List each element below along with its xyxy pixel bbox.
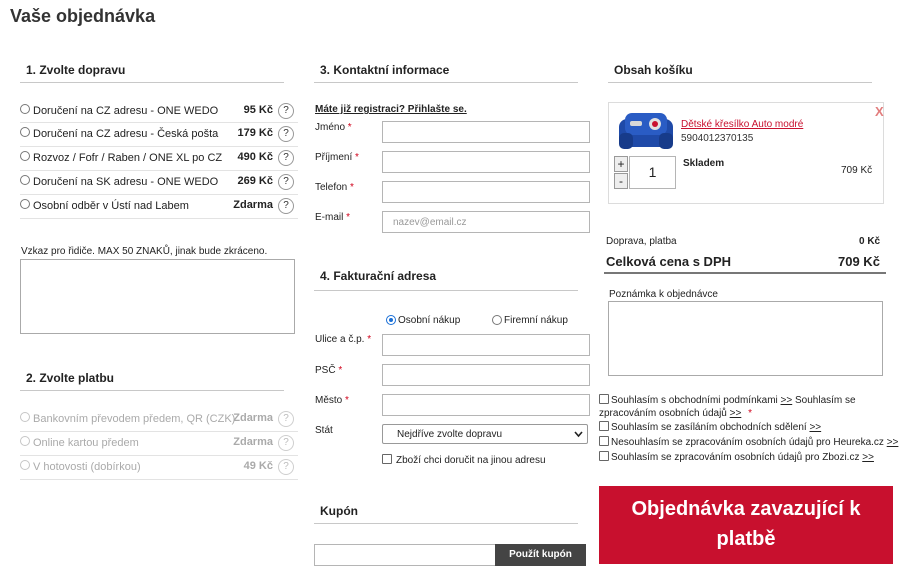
total-label: Celková cena s DPH [606,254,732,269]
shipping-option-price: 490 Kč [237,151,273,163]
phone-input[interactable] [382,181,590,203]
cart-title-divider [608,82,872,83]
zbozi-text: Souhlasím se zpracováním osobních údajů pro Zbozi.cz [611,452,860,463]
country-label: Stát [315,425,333,436]
product-image[interactable] [616,109,676,153]
payment-option-label: Bankovním převodem předem, QR (CZK) [33,413,236,425]
email-label-text: E-mail [315,212,344,223]
heureka-text: Nesouhlasím se zpracováním osobních údajů pro Heureka.cz [611,437,884,448]
zbozi-checkbox[interactable] [599,451,609,461]
billing-title-divider [314,290,578,291]
item-price: 709 Kč [841,165,873,176]
coupon-title: Kupón [320,504,358,518]
email-label [315,212,350,223]
coupon-input[interactable] [314,544,496,566]
shipping-option[interactable] [20,124,300,146]
payment-radio[interactable] [20,460,30,470]
payment-radio[interactable] [20,436,30,446]
payment-radio[interactable] [20,412,30,422]
city-label [315,395,349,406]
billing-type-company-label: Firemní nákup [504,315,568,326]
personal-data-link[interactable]: >> [729,408,742,419]
first-name-label-text: Jméno [315,122,346,133]
total-divider [604,272,886,274]
consent-terms[interactable] [599,394,895,420]
row-divider [20,431,298,432]
help-icon[interactable]: ? [278,198,294,214]
apply-coupon-button[interactable]: Použít kupón [495,544,586,566]
row-divider [20,122,298,123]
street-label-text: Ulice a č.p. [315,334,365,345]
heureka-link[interactable]: >> [886,437,899,448]
payment-option-price: Zdarma [233,436,273,448]
shipping-option-price: 179 Kč [237,127,273,139]
country-select-value: Nejdříve zvolte dopravu [397,429,503,440]
payment-option-label: Online kartou předem [33,437,139,449]
payment-option[interactable] [20,433,300,455]
other-address-label: Zboží chci doručit na jinou adresu [396,455,546,466]
cart-title: Obsah košíku [614,63,693,77]
total-value: 709 Kč [838,254,880,269]
zip-input[interactable] [382,364,590,386]
shipping-option-label: Rozvoz / Fofr / Raben / ONE XL po CZ [33,152,223,164]
consent-newsletter[interactable] [599,421,821,433]
zip-label [315,365,342,376]
shipping-radio[interactable] [20,199,30,209]
row-divider [20,170,298,171]
country-select[interactable] [382,424,588,444]
shipping-radio[interactable] [20,127,30,137]
row-divider [20,479,298,480]
stock-status: Skladem [683,158,725,169]
shipping-option-label: Doručení na SK adresu - ONE WEDO [33,176,219,188]
required-mark: * [338,365,343,376]
street-label [315,334,371,345]
zbozi-link[interactable]: >> [862,452,874,463]
shipping-radio[interactable] [20,151,30,161]
shipping-title: 1. Zvolte dopravu [26,63,126,77]
help-icon[interactable]: ? [278,174,294,190]
remove-item-icon[interactable]: X [875,104,884,119]
quantity-plus-button[interactable]: + [614,156,628,172]
row-divider [20,218,298,219]
payment-option-price: Zdarma [233,412,273,424]
billing-title: 4. Fakturační adresa [320,269,437,283]
newsletter-text: Souhlasím se zasíláním obchodních sdělení [611,422,807,433]
driver-note-label: Vzkaz pro řidiče. MAX 50 ZNAKŮ, jinak bude zkráceno. [21,246,268,257]
shipping-title-divider [20,82,284,83]
coupon-title-divider [314,523,578,524]
shipping-option[interactable] [20,148,300,170]
contact-title-divider [314,82,578,83]
shipping-option-label: Doručení na CZ adresu - Česká pošta [33,128,219,140]
shipping-option-price: 269 Kč [237,175,273,187]
row-divider [20,146,298,147]
contact-title: 3. Kontaktní informace [320,63,450,77]
shipping-radio[interactable] [20,175,30,185]
help-icon[interactable]: ? [278,103,294,119]
product-code: 5904012370135 [681,133,754,144]
help-icon[interactable]: ? [278,459,294,475]
shipping-summary-label: Doprava, platba [606,236,677,247]
shipping-option-price: Zdarma [233,199,273,211]
shipping-summary-value: 0 Kč [859,236,881,247]
other-address-option[interactable] [382,454,582,468]
shipping-option-price: 95 Kč [243,104,273,116]
zip-label-text: PSČ [315,365,336,376]
first-name-label [315,122,352,133]
product-name-link[interactable]: Dětské křesílko Auto modré [681,119,804,130]
phone-label-text: Telefon [315,182,348,193]
heureka-checkbox[interactable] [599,436,609,446]
payment-option-price: 49 Kč [243,460,273,472]
terms-link[interactable]: >> [780,395,793,406]
required-mark: * [355,152,359,163]
quantity-minus-button[interactable]: - [614,173,628,189]
shipping-radio[interactable] [20,104,30,114]
billing-type-company[interactable] [492,314,592,328]
row-divider [20,194,298,195]
billing-type-personal-label: Osobní nákup [398,315,461,326]
email-input[interactable] [382,211,590,233]
billing-type-radio[interactable] [386,315,396,325]
email-placeholder: nazev@email.cz [393,217,467,228]
payment-title-divider [20,390,284,391]
chevron-down-icon [574,431,583,438]
help-icon[interactable]: ? [278,126,294,142]
login-link[interactable]: Máte již registraci? Přihlašte se. [315,104,467,115]
required-mark: * [347,122,352,133]
personal-data-text: Souhlasím se zpracováním osobních údajů [599,395,856,419]
billing-type-radio[interactable] [492,315,502,325]
first-name-input[interactable] [382,121,590,143]
page-title: Vaše objednávka [10,6,156,26]
payment-option[interactable] [20,457,300,479]
payment-option[interactable] [20,409,300,431]
consent-heureka[interactable] [599,436,898,448]
shipping-option[interactable] [20,172,300,194]
terms-text: Souhlasím s obchodními podmínkami [611,395,778,406]
consent-zbozi[interactable] [599,451,874,463]
newsletter-link[interactable]: >> [809,422,822,433]
shipping-option[interactable] [20,196,300,218]
other-address-checkbox[interactable] [382,454,392,464]
cart-item [608,102,884,204]
required-mark: * [346,212,351,223]
city-input[interactable] [382,394,590,416]
shipping-option-label: Osobní odběr v Ústí nad Labem [33,200,189,212]
payment-title: 2. Zvolte platbu [26,371,115,385]
order-note-textarea[interactable] [608,301,883,376]
last-name-input[interactable] [382,151,590,173]
help-icon[interactable]: ? [278,150,294,166]
help-icon[interactable]: ? [278,435,294,451]
payment-option-label: V hotovosti (dobírkou) [33,461,141,473]
required-mark: * [350,182,354,193]
required-mark: * [345,395,349,406]
row-divider [20,455,298,456]
last-name-label-text: Příjmení [315,152,353,163]
terms-checkbox[interactable] [599,394,609,404]
required-mark: * [748,408,753,419]
city-label-text: Město [315,395,343,406]
billing-type-personal[interactable] [386,314,486,328]
shipping-option-label: Doručení na CZ adresu - ONE WEDO [33,105,219,117]
quantity-input[interactable]: 1 [629,156,676,189]
phone-label [315,182,354,193]
order-note-label: Poznámka k objednávce [609,289,718,300]
place-order-button[interactable]: Objednávka zavazující k platbě [599,486,893,564]
driver-note-textarea[interactable] [20,259,295,334]
newsletter-checkbox[interactable] [599,421,609,431]
last-name-label [315,152,359,163]
help-icon[interactable]: ? [278,411,294,427]
required-mark: * [367,334,372,345]
street-input[interactable] [382,334,590,356]
shipping-option[interactable] [20,101,300,123]
